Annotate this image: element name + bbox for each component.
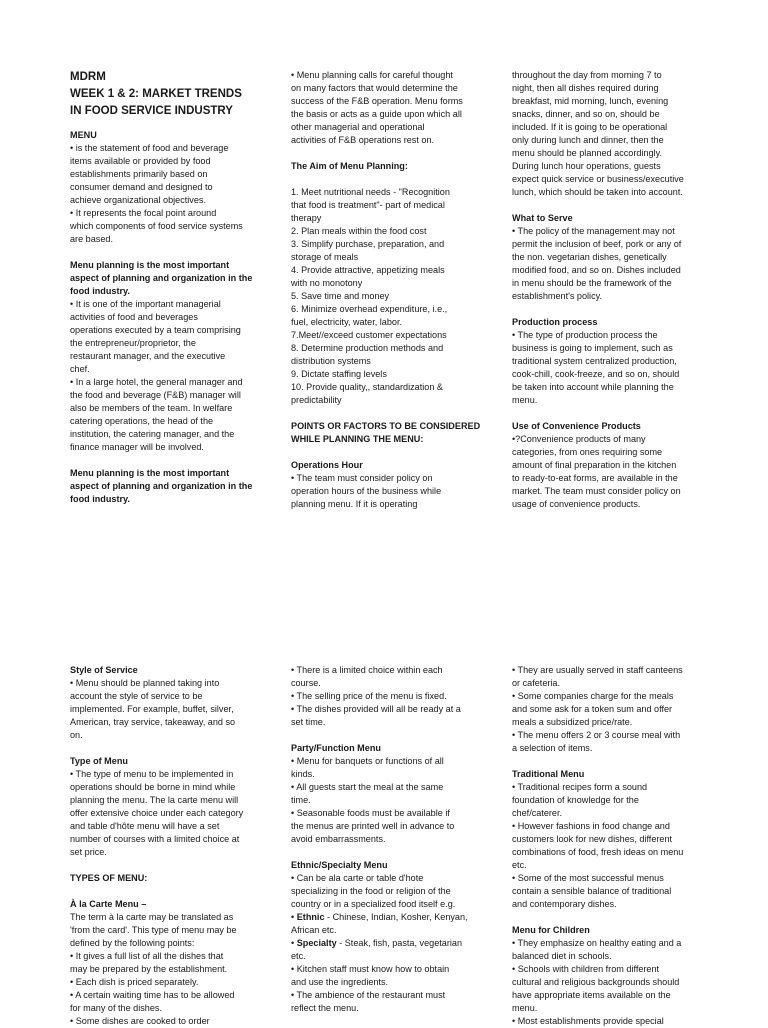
text-line: • Traditional recipes form a sound — [512, 782, 648, 792]
text-line: throughout the day from morning 7 to — [512, 70, 662, 80]
paragraph-gap — [70, 120, 260, 129]
text-line: avoid embarrassments. — [291, 834, 386, 844]
text-line: on. — [70, 730, 83, 740]
page1-column-3 — [512, 69, 702, 511]
section-heading: Operations Hour — [291, 460, 363, 470]
text-line: • Most establishments provide special — [512, 1016, 664, 1026]
text-line: meals a subsidized price/rate. — [512, 717, 633, 727]
paragraph-gap — [512, 911, 702, 924]
text-line: planning menu. If it is operating — [291, 499, 418, 509]
text-line: • Seasonable foods must be available if — [291, 808, 450, 818]
text-line: breakfast, mid morning, lunch, evening — [512, 96, 669, 106]
text-line: • Can be ala carte or table d'hote — [291, 873, 424, 883]
text-line: • All guests start the meal at the same — [291, 782, 444, 792]
text-line: • The policy of the management may not — [512, 226, 675, 236]
text-line: catering operations, the head of the — [70, 416, 214, 426]
text-line: The term à la carte may be translated as — [70, 912, 234, 922]
text-line: have appropriate items available on the — [512, 990, 671, 1000]
text-line: and use the ingredients. — [291, 977, 389, 987]
text-line: • In a large hotel, the general manager and — [70, 377, 243, 387]
text-line: to ready-to-eat forms, are available in the — [512, 473, 678, 483]
text-line: the basis or acts as a guide upon which all — [291, 109, 462, 119]
text-line: on many factors that would determine the — [291, 83, 458, 93]
text-line: establishments primarily based on — [70, 169, 208, 179]
document-title-line: WEEK 1 & 2: MARKET TRENDS — [70, 88, 242, 100]
text-line: predictability — [291, 395, 342, 405]
text-line: and table d'hôte menu will have a set — [70, 821, 220, 831]
text-line: • Kitchen staff must know how to obtain — [291, 964, 450, 974]
text-line: • Menu planning calls for careful thought — [291, 70, 453, 80]
text-line: lunch, which should be taken into account. — [512, 187, 683, 197]
text-line: items available or provided by food — [70, 156, 211, 166]
text-line: time. — [291, 795, 311, 805]
text-line: amount of final preparation in the kitchen — [512, 460, 677, 470]
text-line: institution, the catering manager, and the — [70, 429, 235, 439]
text-line: • The ambience of the restaurant must — [291, 990, 446, 1000]
text-line: 2. Plan meals within the food cost — [291, 226, 427, 236]
text-line: snacks, dinner, and so on, should be — [512, 109, 660, 119]
text-line: market. The team must consider policy on — [512, 486, 681, 496]
text-line: • A certain waiting time has to be allowed — [70, 990, 235, 1000]
section-heading: food industry. — [70, 286, 130, 296]
page2-column-2 — [291, 664, 481, 1015]
text-line: finance manager will be involved. — [70, 442, 204, 452]
section-heading: food industry. — [70, 494, 130, 504]
text-line: be taken into account while planning the — [512, 382, 674, 392]
section-heading: Party/Function Menu — [291, 743, 381, 753]
paragraph-gap — [291, 173, 481, 186]
text-line: or cafeteria. — [512, 678, 561, 688]
text-line: implemented. For example, buffet, silver, — [70, 704, 234, 714]
text-line: foundation of knowledge for the — [512, 795, 639, 805]
page1-column-1 — [70, 69, 260, 506]
section-heading: What to Serve — [512, 213, 573, 223]
text-line: that food is treatment"- part of medical — [291, 200, 445, 210]
text-line: distribution systems — [291, 356, 371, 366]
text-line: fuel, electricity, water, labor. — [291, 317, 403, 327]
text-line: the menus are printed well in advance to — [291, 821, 455, 831]
paragraph-gap — [291, 147, 481, 160]
text-line: • Some of the most successful menus — [512, 873, 664, 883]
text-line: included. If it is going to be operational — [512, 122, 668, 132]
text-line: 1. Meet nutritional needs - "Recognition — [291, 187, 450, 197]
text-line: cultural and religious backgrounds should — [512, 977, 680, 987]
section-heading: Menu planning is the most important — [70, 260, 230, 270]
text-line: set price. — [70, 847, 107, 857]
text-line: planning the menu. The la carte menu will — [70, 795, 239, 805]
paragraph-gap — [512, 407, 702, 420]
text-line: African etc. — [291, 925, 337, 935]
text-line: specializing in the food or religion of the — [291, 886, 451, 896]
text-line: 'from the card'. This type of menu may be — [70, 925, 237, 935]
text-line: •?Convenience products of many — [512, 434, 646, 444]
text-line: • Schools with children from different — [512, 964, 660, 974]
text-line: • It is one of the important managerial — [70, 299, 221, 309]
paragraph-gap — [70, 246, 260, 259]
page2-column-3 — [512, 664, 702, 1028]
text-line: set time. — [291, 717, 326, 727]
text-line: menu. — [512, 1003, 538, 1013]
text-line: cook-chill, cook-freeze, and so on, should — [512, 369, 680, 379]
text-line: chef. — [70, 364, 90, 374]
paragraph-gap — [70, 742, 260, 755]
text-line: activities of F&B operations rest on. — [291, 135, 435, 145]
text-line: During lunch hour operations, guests — [512, 161, 661, 171]
text-line: chef/caterer. — [512, 808, 563, 818]
bullet-prefix: • — [291, 912, 297, 922]
text-line: number of courses with a limited choice at — [70, 834, 240, 844]
text-line: are based. — [70, 234, 113, 244]
text-line: • Menu should be planned taking into — [70, 678, 220, 688]
text-line: 10. Provide quality,, standardization & — [291, 382, 443, 392]
text-line: and some ask for a token sum and offer — [512, 704, 673, 714]
paragraph-gap — [512, 755, 702, 768]
text-line: other managerial and operational — [291, 122, 425, 132]
text-line: business is going to implement, such as — [512, 343, 673, 353]
text-line: • Menu for banquets or functions of all — [291, 756, 444, 766]
text-line: a selection of items. — [512, 743, 593, 753]
section-heading: The Aim of Menu Planning: — [291, 161, 408, 171]
paragraph-gap — [70, 454, 260, 467]
text-line: may be prepared by the establishment. — [70, 964, 228, 974]
text-line: establishment's policy. — [512, 291, 603, 301]
text-line: in menu should be the framework of the — [512, 278, 672, 288]
text-line: 7.Meet//exceed customer expectations — [291, 330, 447, 340]
text-line: • There is a limited choice within each — [291, 665, 443, 675]
section-heading: Style of Service — [70, 665, 138, 675]
text-line: categories, from ones requiring some — [512, 447, 663, 457]
text-line: operations should be borne in mind while — [70, 782, 236, 792]
page1-column-2 — [291, 69, 481, 511]
document-title-line: IN FOOD SERVICE INDUSTRY — [70, 105, 233, 117]
text-line: • It represents the focal point around — [70, 208, 217, 218]
text-line: • The selling price of the menu is fixed. — [291, 691, 447, 701]
paragraph-gap — [291, 846, 481, 859]
text-line: activities of food and beverages — [70, 312, 198, 322]
term-description: - Chinese, Indian, Kosher, Kenyan, — [324, 912, 468, 922]
text-line: success of the F&B operation. Menu forms — [291, 96, 463, 106]
section-heading: Use of Convenience Products — [512, 421, 641, 431]
text-line: • It gives a full list of all the dishes that — [70, 951, 224, 961]
text-line: contain a sensible balance of traditional — [512, 886, 672, 896]
paragraph-gap — [291, 407, 481, 420]
paragraph-gap — [70, 885, 260, 898]
text-line: 3. Simplify purchase, preparation, and — [291, 239, 445, 249]
text-line: etc. — [291, 951, 306, 961]
text-line: usage of convenience products. — [512, 499, 641, 509]
text-line: menu should be planned accordingly. — [512, 148, 662, 158]
text-line: • They are usually served in staff canteens — [512, 665, 683, 675]
text-line: • The menu offers 2 or 3 course meal with — [512, 730, 681, 740]
section-heading: Production process — [512, 317, 598, 327]
section-heading: aspect of planning and organization in the — [70, 481, 253, 491]
text-line: • is the statement of food and beverage — [70, 143, 229, 153]
text-line — [291, 937, 481, 950]
text-line: 8. Determine production methods and — [291, 343, 444, 353]
section-heading: MENU — [70, 130, 97, 140]
section-heading: Type of Menu — [70, 756, 128, 766]
text-line: restaurant manager, and the executive — [70, 351, 226, 361]
text-line: permit the inclusion of beef, pork or any of — [512, 239, 682, 249]
paragraph-gap — [512, 199, 702, 212]
text-line: • Each dish is priced separately. — [70, 977, 199, 987]
text-line: kinds. — [291, 769, 315, 779]
text-line: • The dishes provided will all be ready at a — [291, 704, 461, 714]
bold-term: Specialty — [296, 938, 337, 948]
document-title-line: MDRM — [70, 71, 106, 83]
text-line: reflect the menu. — [291, 1003, 359, 1013]
text-line: • However fashions in food change and — [512, 821, 670, 831]
text-line: which components of food service systems — [70, 221, 243, 231]
text-line: American, tray service, takeaway, and so — [70, 717, 236, 727]
text-line: 4. Provide attractive, appetizing meals — [291, 265, 445, 275]
text-line: • They emphasize on healthy eating and a — [512, 938, 682, 948]
text-line: and contemporary dishes. — [512, 899, 617, 909]
paragraph-gap — [70, 859, 260, 872]
section-heading: TYPES OF MENU: — [70, 873, 148, 883]
text-line: balanced diet in schools. — [512, 951, 612, 961]
section-heading: WHILE PLANNING THE MENU: — [291, 434, 424, 444]
bold-term: Ethnic — [296, 912, 325, 922]
paragraph-gap — [291, 446, 481, 459]
section-heading: Menu for Children — [512, 925, 590, 935]
text-line: operations executed by a team comprising — [70, 325, 241, 335]
text-line: combinations of food, fresh ideas on menu — [512, 847, 684, 857]
paragraph-gap — [512, 303, 702, 316]
text-line: • Some companies charge for the meals — [512, 691, 674, 701]
text-line: the food and beverage (F&B) manager will — [70, 390, 241, 400]
bullet-prefix: • — [291, 938, 297, 948]
text-line: defined by the following points: — [70, 938, 195, 948]
text-line: account the style of service to be — [70, 691, 203, 701]
text-line: • Some dishes are cooked to order — [70, 1016, 210, 1026]
text-line: 5. Save time and money — [291, 291, 390, 301]
text-line: the non. vegetarian dishes, genetically — [512, 252, 667, 262]
text-line: 6. Minimize overhead expenditure, i.e., — [291, 304, 448, 314]
text-line: for many of the dishes. — [70, 1003, 162, 1013]
text-line: consumer demand and designed to — [70, 182, 213, 192]
text-line: etc. — [512, 860, 527, 870]
text-line: modified food, and so on. Dishes included — [512, 265, 681, 275]
page2-column-1 — [70, 664, 260, 1028]
section-heading: Menu planning is the most important — [70, 468, 230, 478]
text-line: course. — [291, 678, 321, 688]
section-heading: Ethnic/Specialty Menu — [291, 860, 388, 870]
text-line: menu. — [512, 395, 538, 405]
section-heading: aspect of planning and organization in the — [70, 273, 253, 283]
section-heading: À la Carte Menu – — [70, 899, 147, 909]
text-line: • The type of menu to be implemented in — [70, 769, 234, 779]
text-line: operation hours of the business while — [291, 486, 442, 496]
text-line: • The type of production process the — [512, 330, 658, 340]
text-line: the entrepreneur/proprietor, the — [70, 338, 196, 348]
text-line: customers look for new dishes, different — [512, 834, 673, 844]
section-heading: Traditional Menu — [512, 769, 585, 779]
text-line: storage of meals — [291, 252, 359, 262]
text-line: only during lunch and dinner, then the — [512, 135, 664, 145]
text-line: with no monotony — [291, 278, 363, 288]
text-line: • The team must consider policy on — [291, 473, 433, 483]
text-line: traditional system centralized production, — [512, 356, 677, 366]
text-line: offer extensive choice under each category — [70, 808, 244, 818]
text-line: therapy — [291, 213, 322, 223]
text-line: 9. Dictate staffing levels — [291, 369, 387, 379]
text-line: also be members of the team. In welfare — [70, 403, 233, 413]
text-line — [291, 911, 481, 924]
term-description: - Steak, fish, pasta, vegetarian — [336, 938, 463, 948]
text-line: night, then all dishes required during — [512, 83, 659, 93]
paragraph-gap — [291, 729, 481, 742]
text-line: country or in a specialized food itself e.g. — [291, 899, 456, 909]
section-heading: POINTS OR FACTORS TO BE CONSIDERED — [291, 421, 481, 431]
text-line: expect quick service or business/executive — [512, 174, 684, 184]
text-line: achieve organizational objectives. — [70, 195, 206, 205]
